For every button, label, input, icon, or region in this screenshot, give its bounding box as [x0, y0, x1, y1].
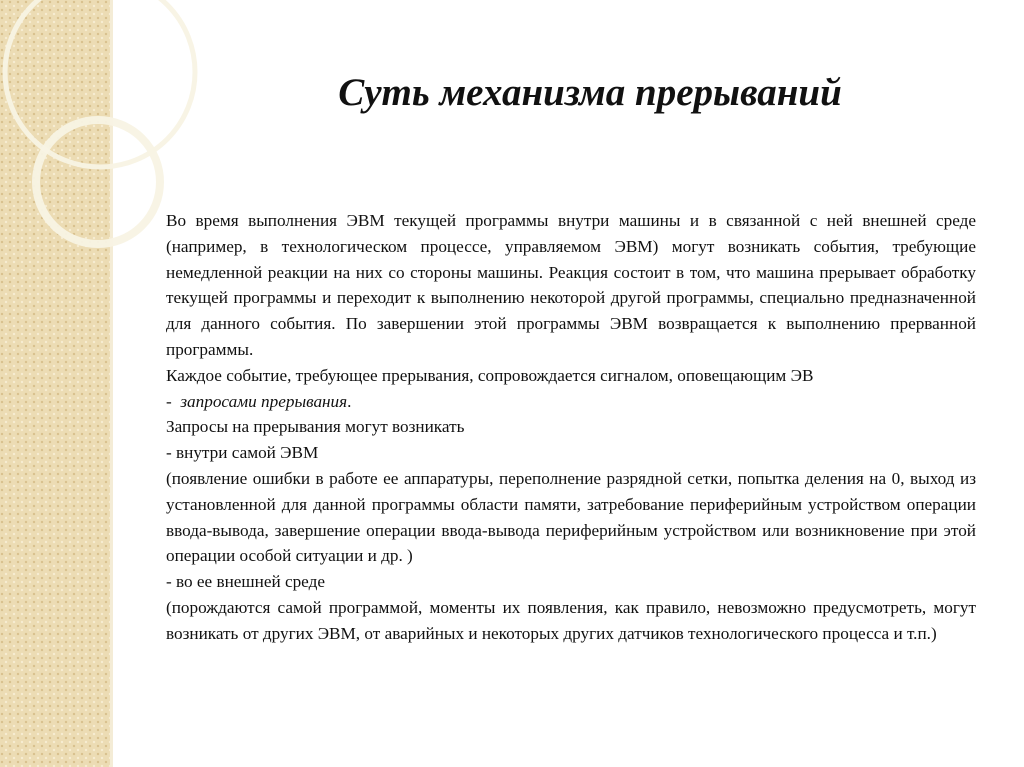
paragraph-inside-causes: (появление ошибки в работе ее аппаратуры, переполнение разрядной сетки, попытка деления на 0, выход из установленной для данной программы области памяти, затребование периферийным устройством операции ввода-вывода, завершение операции ввода-вывода периферийным устройством или возникновение при этой операции особой ситуации и др. ): [166, 468, 976, 566]
signal-period: .: [347, 391, 352, 411]
paragraph-intro: Во время выполнения ЭВМ текущей программы внутри машины и в связанной с ней внешней среде (например, в технологическом процессе, управляемом ЭВМ) могут возникать события, требующие немедленной реакции на них со стороны машины. Реакция состоит в том, что машина прерывает обработку текущей программы и переходит к выполнению некоторой другой программы, специально предназначенной для данного события. По завершении этой программы ЭВМ возвращается к выполнению прерванной программы.: [166, 211, 976, 359]
paragraph-external-causes: (порождаются самой программой, моменты их появления, как правило, невозможно предусмотреть, могут возникать от других ЭВМ, от аварийных и некоторых других датчиков технологического процесса и т.п.): [166, 597, 976, 643]
signal-text: Каждое событие, требующее прерывания, сопровождается сигналом, оповещающим ЭВ: [166, 365, 814, 385]
line-external-environment: - во ее внешней среде: [166, 572, 325, 592]
line-inside-computer: - внутри самой ЭВМ: [166, 443, 319, 463]
interrupt-requests-term: запросами прерывания: [180, 391, 348, 411]
signal-dash: -: [166, 391, 172, 411]
paragraph-signal: [166, 363, 976, 415]
decorative-ring-small: [36, 120, 160, 244]
slide-title: Суть механизма прерываний: [338, 71, 842, 114]
decorative-ring-large: [5, 0, 195, 167]
line-requests: Запросы на прерывания могут возникать: [166, 417, 465, 437]
slide-body: [166, 208, 976, 647]
